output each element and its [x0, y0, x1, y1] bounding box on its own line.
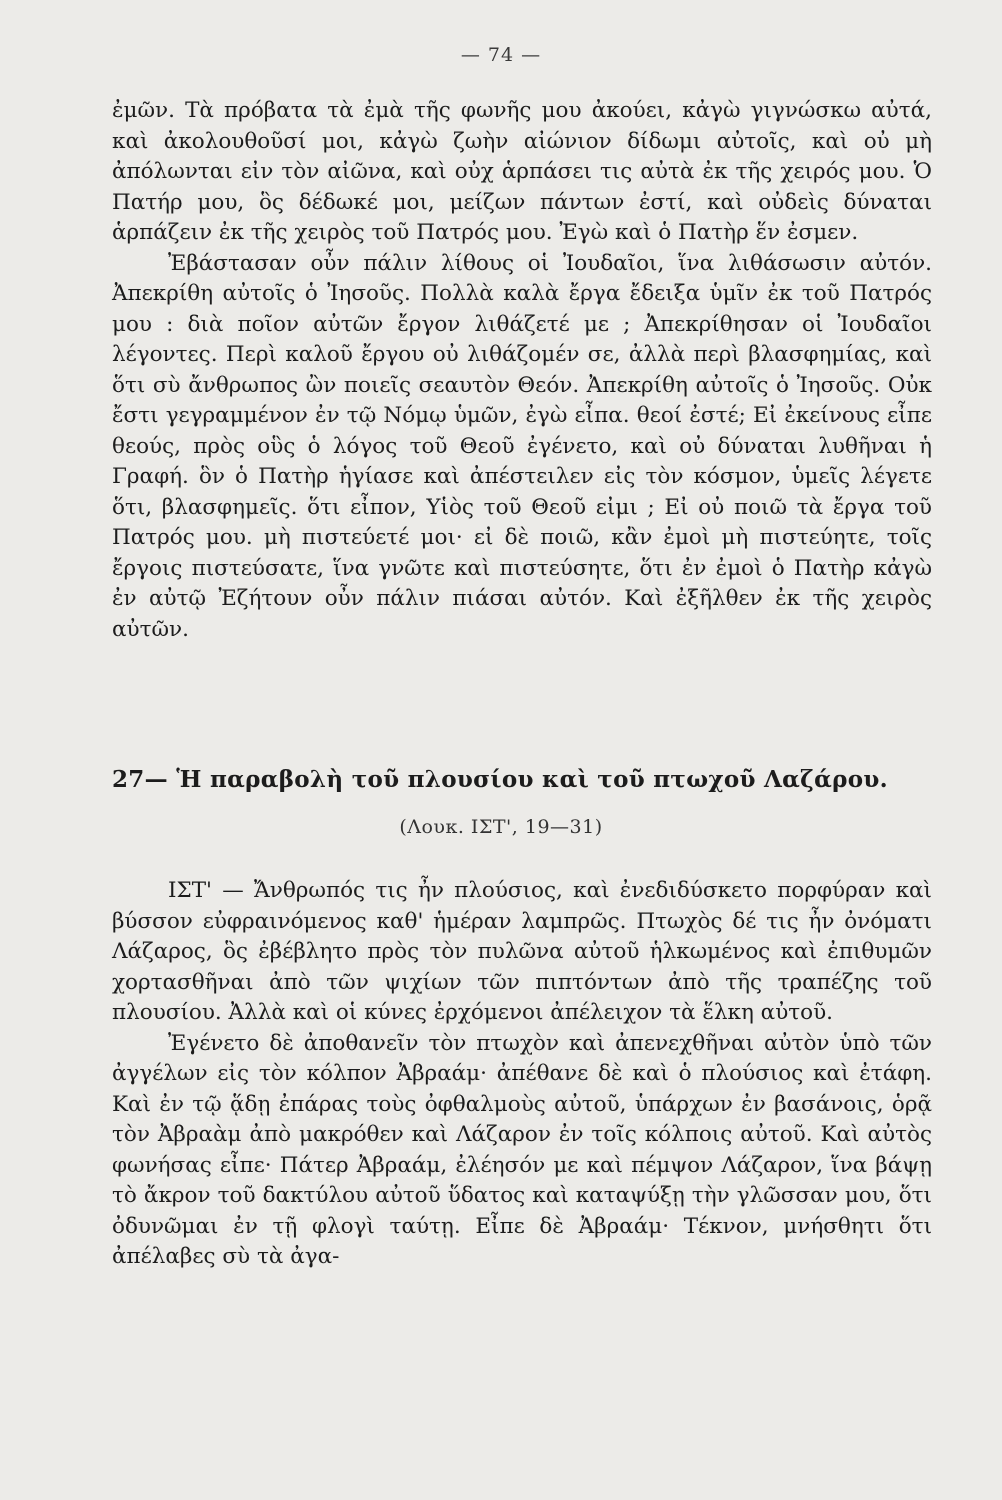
passage-after-section: [112, 876, 932, 1273]
paragraph-rich-man-and-lazarus: ΙΣΤ' — Ἄνθρωπός τις ἦν πλούσιος, καὶ ἐνεδιδύσκετο πορφύραν καὶ βύσσον εὐφραινόμενος καθ' ἡμέραν λαμπρῶς. Πτωχὸς δέ τις ἦν ὀνόματι Λάζαρος, ὃς ἐβέβλητο πρὸς τὸν πυλῶνα αὐτοῦ ἡλκωμένος καὶ ἐπιθυμῶν χορτασθῆναι ἀπὸ τῶν ψιχίων τῶν πιπτόντων ἀπὸ τῆς τραπέζης τοῦ πλουσίου. Ἀλλὰ καὶ οἱ κύνες ἐρχόμενοι ἀπέλειχον τὰ ἕλκη αὐτοῦ.: [112, 878, 932, 1025]
passage-before-section: [112, 96, 932, 645]
paragraph-sheep-and-father: ἐμῶν. Τὰ πρόβατα τὰ ἐμὰ τῆς φωνῆς μου ἀκούει, κἀγὼ γιγνώσκω αὐτά, καὶ ἀκολουθοῦσί μοι, κἀγὼ ζωὴν αἰώνιον δίδωμι αὐτοῖς, καὶ οὐ μὴ ἀπόλωνται εἰν τὸν αἰῶνα, καὶ οὐχ ἁρπάσει τις αὐτὰ ἐκ τῆς χειρός μου. Ὁ Πατήρ μου, ὃς δέδωκέ μοι, μείζων πάντων ἐστί, καὶ οὐδεὶς δύναται ἁρπάζειν ἐκ τῆς χειρὸς τοῦ Πατρός μου. Ἐγὼ καὶ ὁ Πατὴρ ἕν ἐσμεν.: [112, 98, 932, 245]
scripture-reference: (Λουκ. ΙΣΤ', 19—31): [399, 816, 603, 838]
page-number: — 74 —: [460, 44, 542, 66]
paragraph-death-and-hades: Ἐγένετο δὲ ἀποθανεῖν τὸν πτωχὸν καὶ ἀπενεχθῆναι αὐτὸν ὑπὸ τῶν ἀγγέλων εἰς τὸν κόλπον Ἀβραάμ· ἀπέθανε δὲ καὶ ὁ πλούσιος καὶ ἐτάφη. Καὶ ἐν τῷ ᾅδῃ ἐπάρας τοὺς ὀφθαλμοὺς αὐτοῦ, ὑπάρχων ἐν βασάνοις, ὁρᾷ τὸν Ἀβραὰμ ἀπὸ μακρόθεν καὶ Λάζαρον ἐν τοῖς κόλποις αὐτοῦ. Καὶ αὐτὸς φωνήσας εἶπε· Πάτερ Ἀβραάμ, ἐλέησόν με καὶ πέμψον Λάζαρον, ἵνα βάψῃ τὸ ἄκρον τοῦ δακτύλου αὐτοῦ ὕδατος καὶ καταψύξῃ τὴν γλῶσσαν μου, ὅτι ὀδυνῶμαι ἐν τῇ φλογὶ ταύτῃ. Εἶπε δὲ Ἀβραάμ· Τέκνον, μνήσθητι ὅτι ἀπέλαβες σὺ τὰ ἀγα-: [112, 1030, 932, 1269]
paragraph-stoning-attempt: Ἐβάστασαν οὖν πάλιν λίθους οἱ Ἰουδαῖοι, ἵνα λιθάσωσιν αὐτόν. Ἀπεκρίθη αὐτοῖς ὁ Ἰησοῦς. Πολλὰ καλὰ ἔργα ἔδειξα ὑμῖν ἐκ τοῦ Πατρός μου : διὰ ποῖον αὐτῶν ἔργον λιθάζετέ με ; Ἀπεκρίθησαν οἱ Ἰουδαῖοι λέγοντες. Περὶ καλοῦ ἔργου οὐ λιθάζομέν σε, ἀλλὰ περὶ βλασφημίας, καὶ ὅτι σὺ ἄνθρωπος ὢν ποιεῖς σεαυτὸν Θεόν. Ἀπεκρίθη αὐτοῖς ὁ Ἰησοῦς. Οὐκ ἔστι γεγραμμένον ἐν τῷ Νόμῳ ὑμῶν, ἐγὼ εἶπα. θεοί ἐστέ; Εἰ ἐκείνους εἶπε θεούς, πρὸς οὓς ὁ λόγος τοῦ Θεοῦ ἐγένετο, καὶ οὐ δύναται λυθῆναι ἡ Γραφή. ὃν ὁ Πατὴρ ἡγίασε καὶ ἀπέστειλεν εἰς τὸν κόσμον, ὑμεῖς λέγετε ὅτι, βλασφημεῖς. ὅτι εἶπον, Υἱὸς τοῦ Θεοῦ εἰμι ; Εἰ οὐ ποιῶ τὰ ἔργα τοῦ Πατρός μου. μὴ πιστεύετέ μοι· εἰ δὲ ποιῶ, κἂν ἐμοὶ μὴ πιστεύητε, τοῖς ἔργοις πιστεύσατε, ἵνα γνῶτε καὶ πιστεύσητε, ὅτι ἐν ἐμοὶ ὁ Πατὴρ κἀγὼ ἐν αὐτῷ Ἐζήτουν οὖν πάλιν πιάσαι αὐτόν. Καὶ ἐξῆλθεν ἐκ τῆς χειρὸς αὐτῶν.: [112, 250, 932, 642]
section-heading: 27— Ἡ παραβολὴ τοῦ πλουσίου καὶ τοῦ πτωχοῦ Λαζάρου.: [112, 766, 888, 793]
